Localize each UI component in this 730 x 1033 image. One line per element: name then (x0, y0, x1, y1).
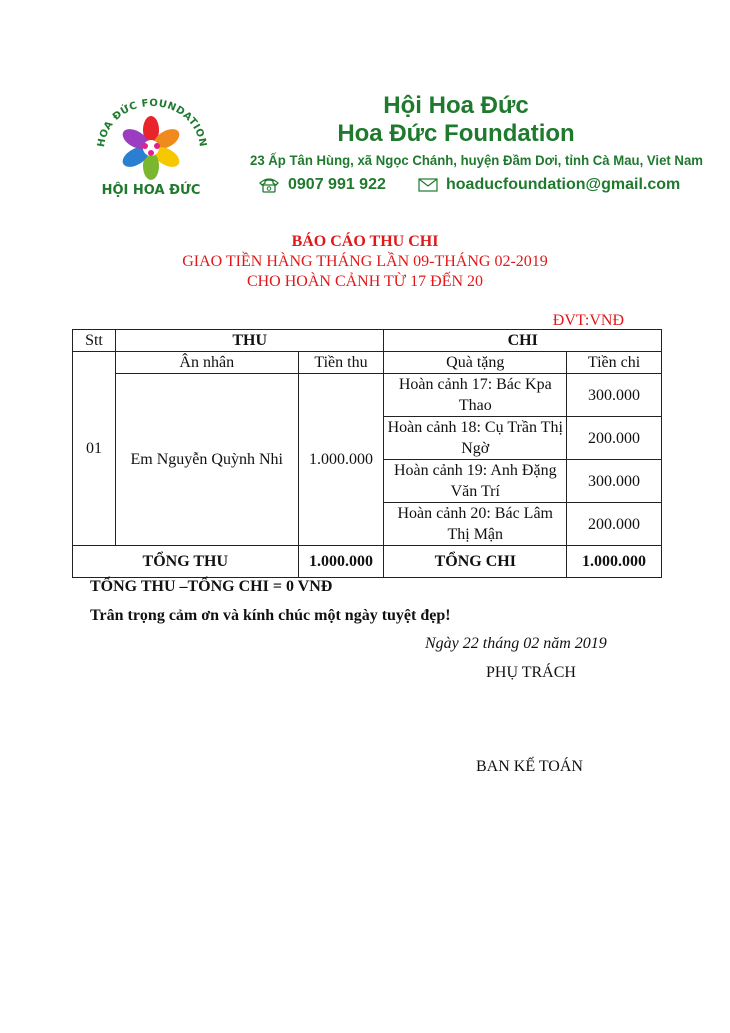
envelope-icon (418, 178, 438, 192)
donor-name: Em Nguyễn Quỳnh Nhi (115, 374, 298, 546)
gift-name: Hoàn cảnh 17: Bác Kpa Thao (384, 374, 567, 417)
foundation-logo (88, 88, 215, 206)
total-chi-label: TỔNG CHI (384, 546, 567, 578)
gift-name: Hoàn cảnh 18: Cụ Trần Thị Ngờ (384, 417, 567, 460)
currency-unit: ĐVT:VNĐ (552, 312, 624, 329)
total-thu-label: TỔNG THU (73, 546, 299, 578)
table-subheader-row (73, 352, 662, 374)
org-email (418, 176, 680, 194)
thank-you-note: Trân trọng cảm ơn và kính chúc một ngày tuyệt đẹp! (90, 607, 451, 624)
org-name-vn: Hội Hoa Đức (383, 92, 529, 119)
table-total-row (73, 546, 662, 578)
thu-header: THU (115, 330, 384, 352)
report-subtitle-1: GIAO TIỀN HÀNG THÁNG LẦN 09-THÁNG 02-2019 (182, 253, 548, 270)
gift-amount: 300.000 (567, 374, 662, 417)
table-header-row (73, 330, 662, 352)
organization-header (250, 92, 703, 198)
chi-header: CHI (384, 330, 662, 352)
an-nhan-header: Ân nhân (115, 352, 298, 374)
signer-department: BAN KẾ TOÁN (476, 758, 583, 775)
table-row (73, 374, 662, 417)
report-subtitle-2: CHO HOÀN CẢNH TỪ 17 ĐẾN 20 (246, 273, 484, 290)
phone-number: 0907 991 922 (288, 176, 386, 193)
stt-cell: 01 (73, 352, 116, 546)
report-titles (0, 232, 730, 292)
org-name-en: Hoa Đức Foundation (337, 120, 575, 147)
income-expense-table (72, 329, 662, 578)
gift-amount: 200.000 (567, 417, 662, 460)
report-date: Ngày 22 tháng 02 năm 2019 (425, 635, 607, 652)
logo-bottom-text: HỘI HOA ĐỨC (101, 183, 201, 198)
lotus-flower-icon (119, 116, 182, 180)
gift-name: Hoàn cảnh 19: Anh Đặng Văn Trí (384, 460, 567, 503)
donor-amount: 1.000.000 (298, 374, 384, 546)
email-address: hoaducfoundation@gmail.com (446, 176, 681, 193)
signer-title: PHỤ TRÁCH (486, 664, 576, 681)
total-thu-value: 1.000.000 (298, 546, 384, 578)
qua-tang-header: Quà tặng (384, 352, 567, 374)
total-chi-value: 1.000.000 (567, 546, 662, 578)
report-title: BÁO CÁO THU CHI (291, 233, 439, 250)
telephone-icon (258, 177, 280, 193)
tien-chi-header: Tiền chi (567, 352, 662, 374)
org-address: 23 Ấp Tân Hùng, xã Ngọc Chánh, huyện Đầm Dơi, tỉnh Cà Mau, Viet Nam (250, 152, 703, 168)
gift-name: Hoàn cảnh 20: Bác Lâm Thị Mận (384, 503, 567, 546)
gift-amount: 300.000 (567, 460, 662, 503)
gift-amount: 200.000 (567, 503, 662, 546)
stt-header: Stt (73, 330, 116, 352)
org-phone (258, 176, 386, 194)
tien-thu-header: Tiền thu (298, 352, 384, 374)
balance-summary: TỔNG THU –TỔNG CHI = 0 VNĐ (90, 578, 333, 595)
logo-ring-text: HOA ĐỨC FOUNDATION (95, 97, 209, 148)
org-contact (250, 172, 690, 198)
